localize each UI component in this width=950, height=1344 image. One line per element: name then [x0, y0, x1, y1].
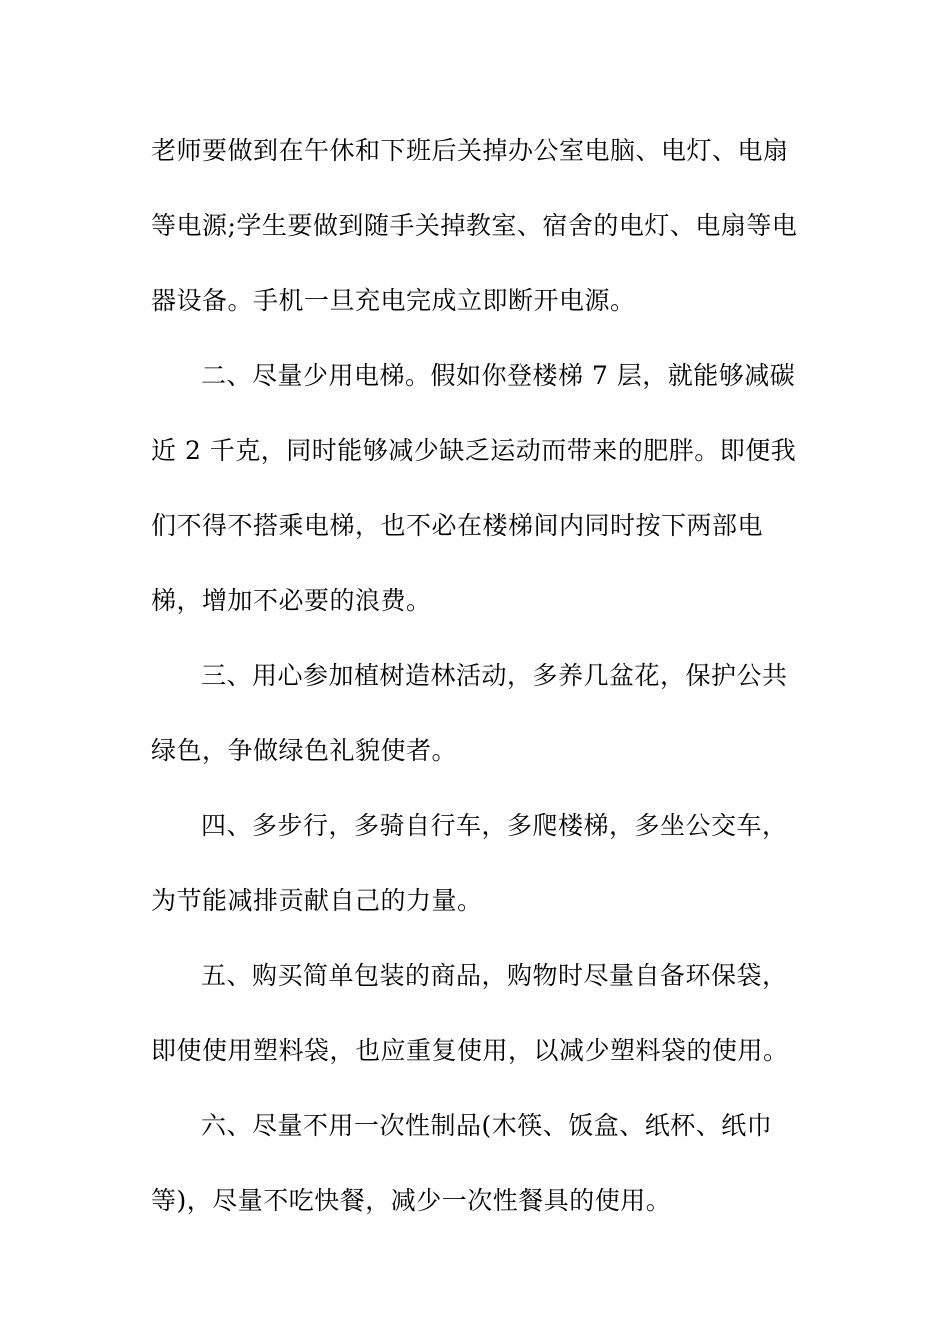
paragraph-start-line: 五、购买简单包装的商品，购物时尽量自备环保袋，	[201, 961, 788, 990]
paragraph-start-line: 六、尽量不用一次性制品(木筷、饭盒、纸杯、纸巾	[201, 1111, 773, 1140]
text-line: 等)，尽量不吃快餐，减少一次性餐具的使用。	[151, 1186, 672, 1215]
text-line: 为节能减排贡献自己的力量。	[151, 886, 483, 915]
text-line: 等电源;学生要做到随手关掉教室、宿舍的电灯、电扇等电	[151, 211, 798, 240]
text-line: 近 2 千克，同时能够减少缺乏运动而带来的肥胖。即便我	[151, 436, 797, 465]
text-line: 绿色，争做绿色礼貌使者。	[151, 736, 458, 765]
text-line: 们不得不搭乘电梯，也不必在楼梯间内同时按下两部电	[151, 511, 764, 540]
text-line: 老师要做到在午休和下班后关掉办公室电脑、电灯、电扇	[151, 136, 789, 165]
text-line: 梯，增加不必要的浪费。	[151, 586, 432, 615]
text-line: 即使使用塑料袋，也应重复使用，以减少塑料袋的使用。	[151, 1036, 789, 1065]
paragraph-start-line: 四、多步行，多骑自行车，多爬楼梯，多坐公交车，	[201, 811, 788, 840]
paragraph-start-line: 二、尽量少用电梯。假如你登楼梯 7 层，就能够减碳	[201, 361, 796, 390]
paragraph-start-line: 三、用心参加植树造林活动，多养几盆花，保护公共	[201, 661, 788, 690]
text-line: 器设备。手机一旦充电完成立即断开电源。	[151, 286, 636, 315]
